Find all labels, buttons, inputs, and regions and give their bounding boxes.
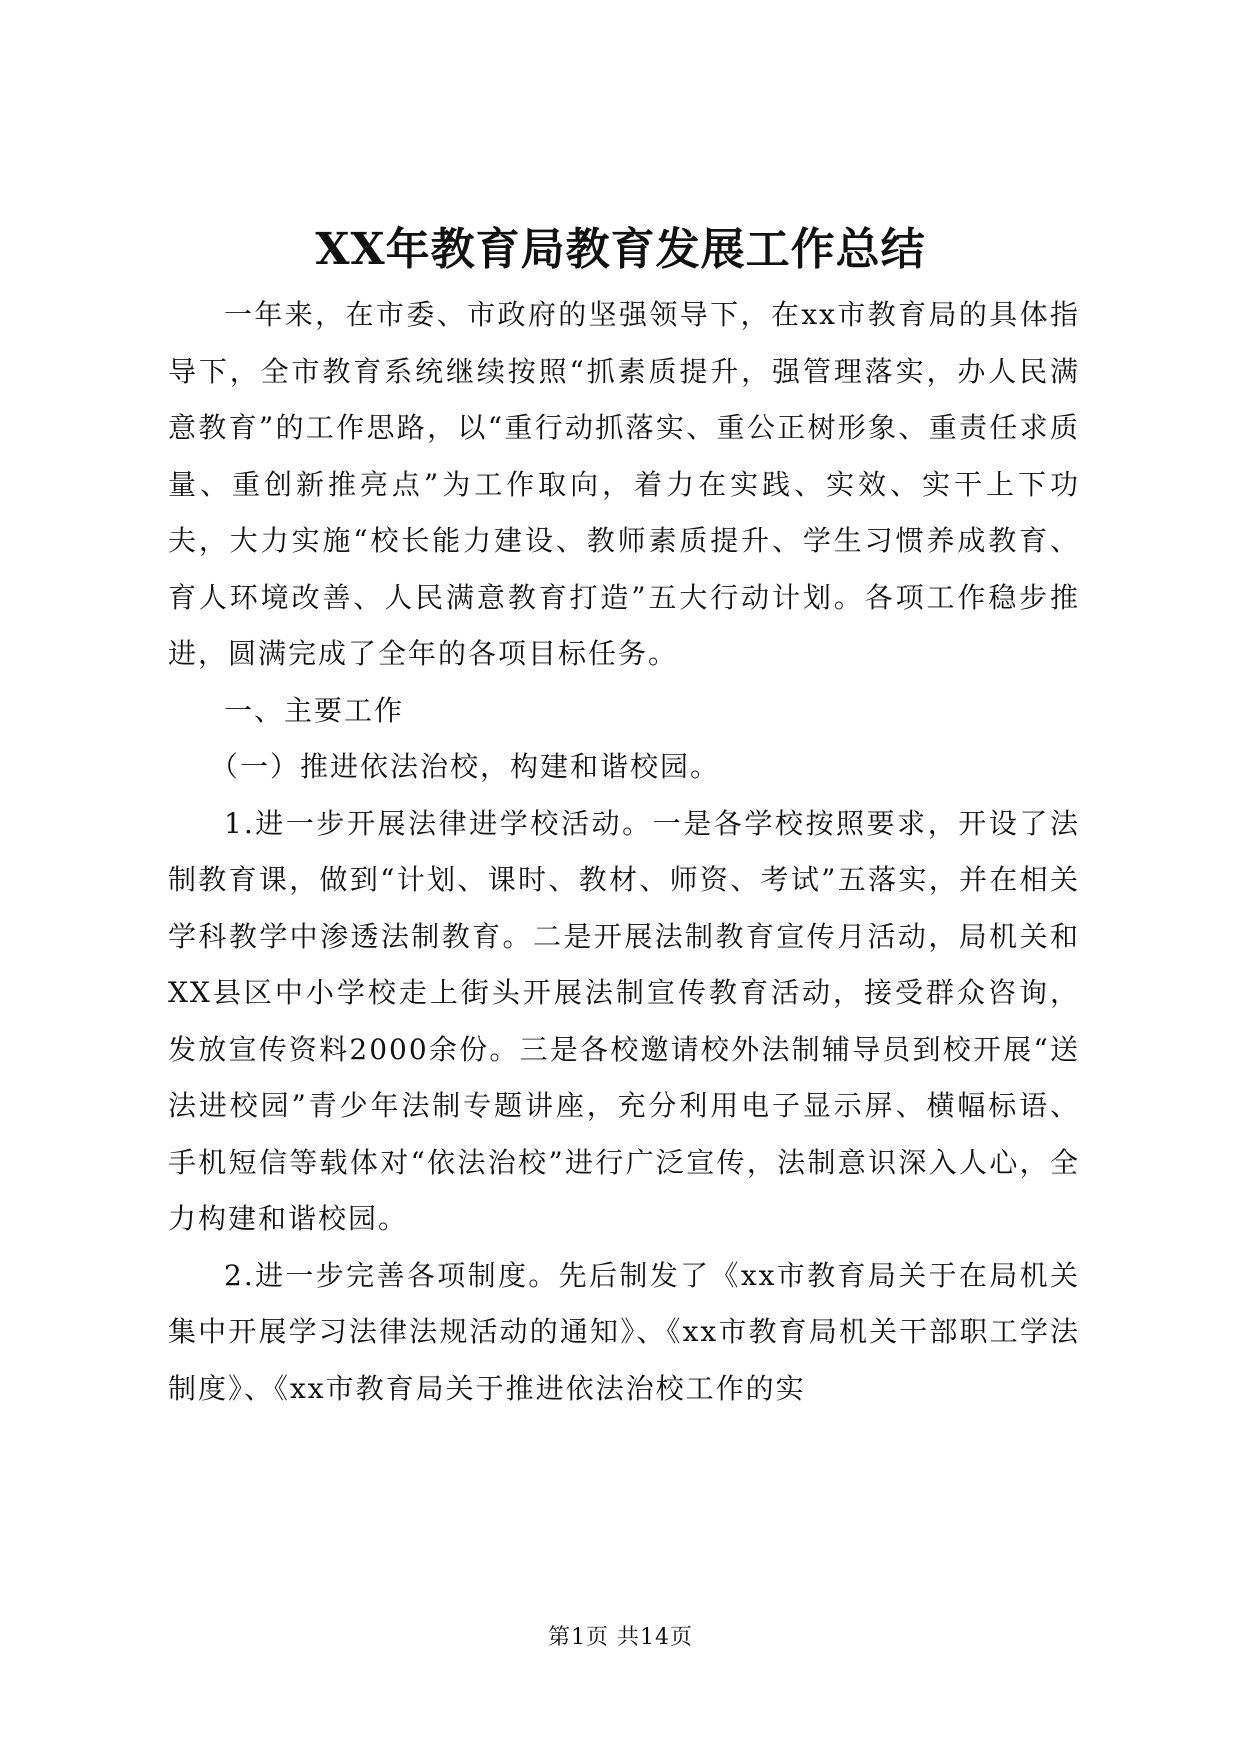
paragraph-item-2: 2.进一步完善各项制度。先后制发了《xx市教育局关于在局机关集中开展学习法律法规活动的通知》、《xx市教育局机关干部职工学法制度》、《xx市教育局关于推进依法治校工作的实 [168, 1258, 1080, 1405]
page-number-footer: 第1页 共14页 [548, 1625, 693, 1650]
document-title: XX年教育局教育发展工作总结 [315, 224, 926, 275]
document-body [168, 287, 1080, 1417]
paragraph-item-1: 1.进一步开展法律进学校活动。一是各学校按照要求，开设了法制教育课，做到“计划、课时、教材、师资、考试”五落实，并在相关学科教学中渗透法制教育。二是开展法制教育宣传月活动，局机关和XX县区中小学校走上街头开展法制宣传教育活动，接受群众咨询，发放宣传资料2000余份。三是各校邀请校外法制辅导员到校开展“送法进校园”青少年法制专题讲座，充分利用电子显示屏、横幅标语、手机短信等载体对“依法治校”进行广泛宣传，法制意识深入人心，全力构建和谐校园。 [168, 806, 1080, 1235]
section-heading-main-work: 一、主要工作 [224, 693, 405, 727]
intro-paragraph: 一年来，在市委、市政府的坚强领导下，在xx市教育局的具体指导下，全市教育系统继续按照“抓素质提升，强管理落实，办人民满意教育”的工作思路，以“重行动抓落实、重公正树形象、重责任求质量、重创新推亮点”为工作取向，着力在实践、实效、实干上下功夫，大力实施“校长能力建设、教师素质提升、学生习惯养成教育、育人环境改善、人民满意教育打造”五大行动计划。各项工作稳步推进，圆满完成了全年的各项目标任务。 [168, 298, 1080, 670]
subsection-heading-rule-of-law: （一）推进依法治校，构建和谐校园。 [210, 750, 721, 783]
